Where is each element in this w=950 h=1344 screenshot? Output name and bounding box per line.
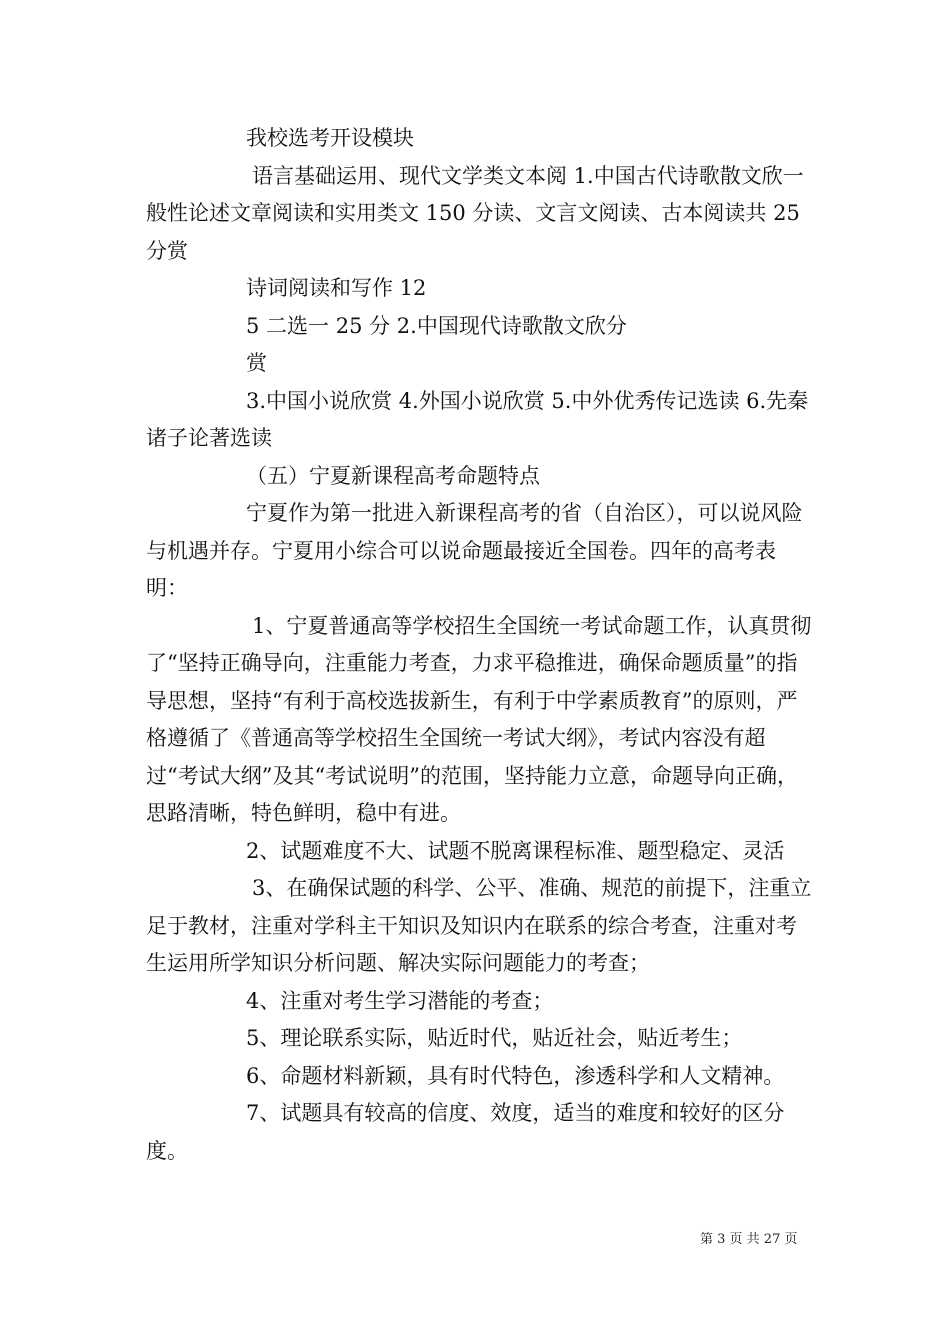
page-footer: 第 3 页 共 27 页 (700, 1232, 798, 1247)
paragraph-13: 5、理论联系实际，贴近时代，贴近社会，贴近考生； (246, 1026, 743, 1050)
paragraph-1: 我校选考开设模块 (246, 126, 414, 150)
paragraph-14: 6、命题材料新颖，具有时代特色，渗透科学和人文精神。 (246, 1063, 785, 1088)
paragraph-3: 诗词阅读和写作 12 (246, 276, 427, 300)
paragraph-10: 2、试题难度不大、试题不脱离课程标准、题型稳定、灵活 (246, 838, 785, 863)
section-heading: （五）宁夏新课程高考命题特点 (246, 463, 540, 488)
paragraph-11: 3、在确保试题的科学、公平、准确、规范的前提下，注重立足于教材，注重对学科主干知识及知识内在联系的综合考查，注重对考生运用所学知识分析问题、解决实际问题能力的考查； (146, 876, 812, 975)
paragraph-2: 语言基础运用、现代文学类文本阅 1.中国古代诗歌散文欣一般性论述文章阅读和实用类文 150 分读、文言文阅读、古本阅读共 25 分赏 (146, 163, 804, 263)
paragraph-9: 1、宁夏普通高等学校招生全国统一考试命题工作，认真贯彻了“坚持正确导向，注重能力考查，力求平稳推进，确保命题质量”的指导思想，坚持“有利于高校选拔新生，有利于中学素质教育”的原则，严格遵循了《普通高等学校招生全国统一考试大纲》，考试内容没有超过“考试大纲”及其“考试说明”的范围，坚持能力立意，命题导向正确，思路清晰，特色鲜明，稳中有进。 (146, 613, 812, 825)
document-body (146, 120, 812, 1170)
paragraph-12: 4、注重对考生学习潜能的考查； (246, 988, 554, 1013)
paragraph-15: 7、试题具有较高的信度、效度，适当的难度和较好的区分度。 (146, 1101, 785, 1163)
paragraph-4: 5 二选一 25 分 2.中国现代诗歌散文欣分 (246, 313, 627, 338)
paragraph-8: 宁夏作为第一批进入新课程高考的省（自治区），可以说风险与机遇并存。宁夏用小综合可以说命题最接近全国卷。四年的高考表明： (146, 501, 803, 600)
paragraph-6: 3.中国小说欣赏 4.外国小说欣赏 5.中外优秀传记选读 6.先秦诸子论著选读 (146, 388, 809, 450)
paragraph-5: 赏 (246, 351, 267, 375)
